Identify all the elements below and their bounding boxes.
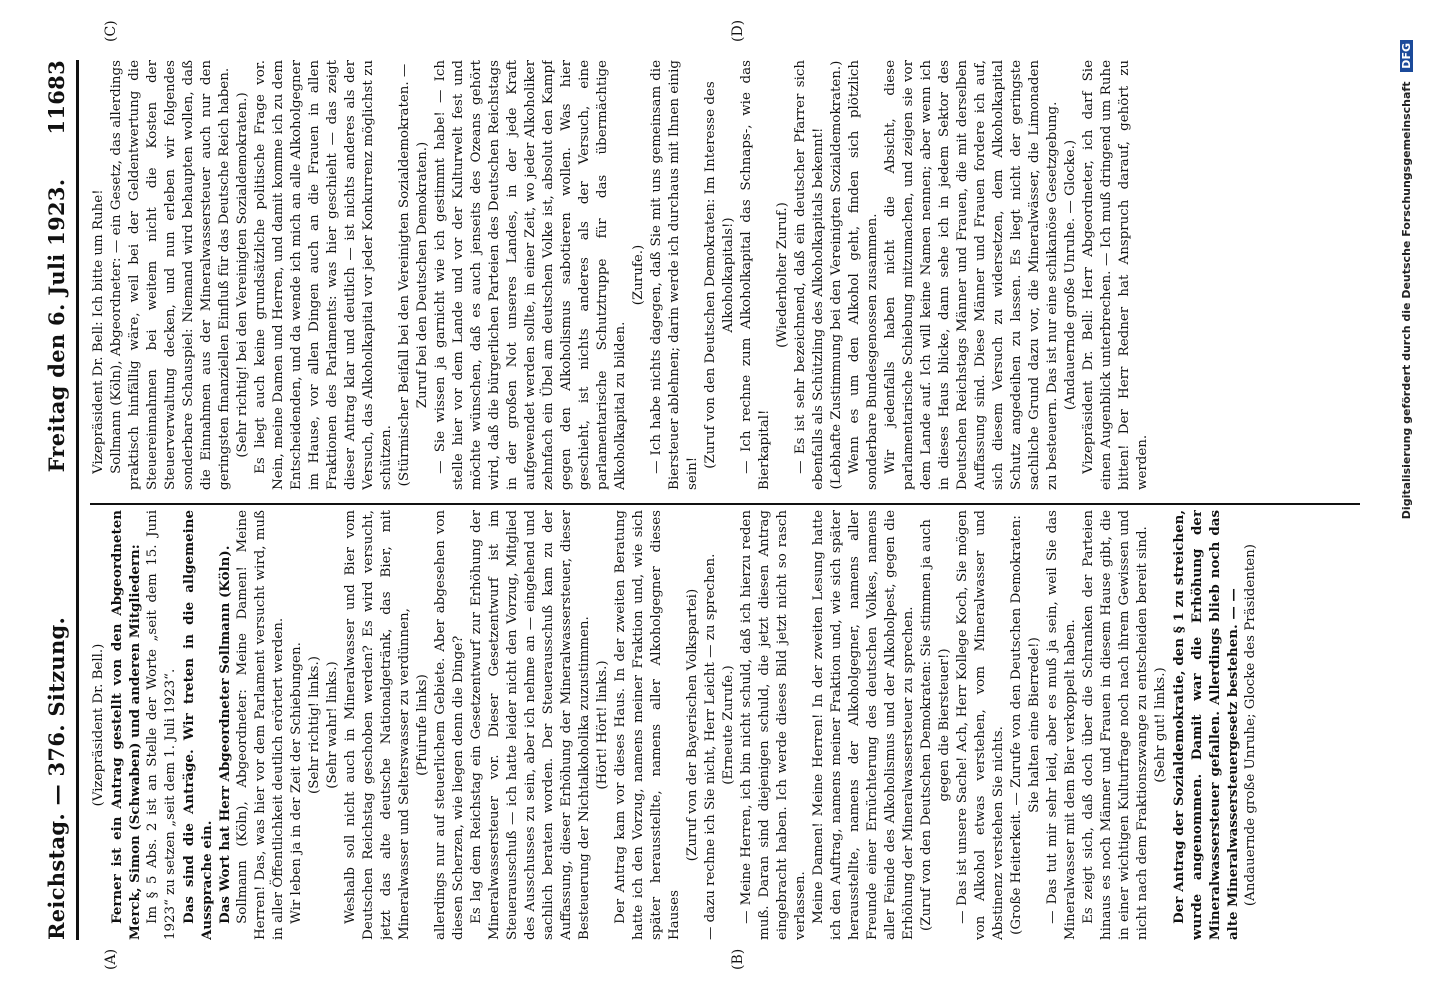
digitization-credit <box>1400 40 1413 960</box>
interjection: (Wiederholter Zuruf.) <box>775 202 790 348</box>
paragraph: — dazu rechne ich Sie nicht, Herr Leicht — zu sprechen. <box>703 553 718 940</box>
paragraph: Es liegt auch keine grundsätzliche politische Frage vor. Nein, meine Damen und Herren, und damit komme ich zu dem Entscheidenden, und da wende ich mich an alle Alkoholgegner im Hause, vor allen Dingen auch an die Frauen in allen Fraktionen des Parlaments: was hier geschieht — das zeigt dieser Antrag klar und deutlich — ist nichts anderes als der Versuch, das Alkoholkapital vor jeder Konkurrenz möglichst zu schützen. <box>253 60 394 490</box>
interjection: (Große Heiterkeit. — Zurufe von den Deutschen Demokraten: Sie halten eine Bierrede!) <box>1009 515 1042 935</box>
column-divider <box>90 503 1360 505</box>
paragraph: Das sind die Anträge. Wir treten in die allgemeine Aussprache ein. <box>181 510 215 940</box>
paragraph: — Das ist unsere Sache! Ach, Herr Kollege Koch, Sie mögen von Alkohol etwas verstehen, vom Mineralwasser und Abstinenz verstehen Sie nichts. <box>955 510 1006 940</box>
dfg-logo: DFG <box>1400 40 1413 72</box>
paragraph: — Es ist sehr bezeichnend, daß ein deutscher Pfarrer sich ebenfalls als Schützling des Alkoholkapitals bekennt! <box>793 60 826 490</box>
paragraph: Vizepräsident Dr. Bell: Ich bitte um Ruhe! <box>91 189 106 474</box>
interjection: (Andauernde große Unruhe. — Glocke.) <box>1063 139 1078 411</box>
paragraph: Es lag dem Reichstag ein Gesetzentwurf zur Erhöhung der Mineralwassersteuer vor. Dieser Gesetzentwurf ist im Steuerausschuß — ich hatte leider nicht den Vorzug, Mitglied des Ausschusses zu sein, aber ich nehme an — eingehend und sachlich beraten worden. Der Steuerausschuß kam zu der Auffassung, dieser Erhöhung der Mineralwassersteuer, dieser Besteuerung der Nichtalkoholika zuzustimmen. <box>469 510 592 940</box>
paragraph: Sollmann (Köln), Abgeordneter: Meine Damen! Meine Herren! Das, was hier vor dem Parlament versucht wird, muß in aller Öffentlichkeit deutlich erörtert werden. <box>235 510 286 940</box>
paragraph: — Meine Herren, ich bin nicht schuld, daß ich hierzu reden muß. Daran sind diejenigen schuld, die jetzt diesen Antrag eingebracht haben. Ich werde dieses Bild jetzt nicht so rasch verlassen. <box>739 510 808 940</box>
paragraph: Vizepräsident Dr. Bell: Herr Abgeordneter, ich darf Sie einen Augenblick unterbrechen. — Ich muß dringend um Ruhe bitten! Der Herr Redner hat Anspruch darauf, gehört zu werden. <box>1081 60 1150 490</box>
paragraph: Wir leben ja in der Zeit der Schiebungen. <box>289 642 304 924</box>
margin-marker-b: (B) <box>730 948 746 970</box>
page-header <box>36 60 79 940</box>
paragraph: — Ich habe nichts dagegen, daß Sie mit uns gemeinsam die Biersteuer ablehnen; darin werde ich durchaus mit Ihnen einig sein! <box>649 60 700 490</box>
paragraph: Der Antrag der Sozialdemokratie, den § 1 zu streichen, wurde angenommen. Damit war die Erhöhung der Mineralwassersteuer gefallen. Allerdings blieb noch das alte Mineralwassersteuergesetz bestehen. — — <box>1171 510 1241 940</box>
paragraph: Wenn es um den Alkohol geht, finden sich plötzlich sonderbare Bundesgenossen zusammen. <box>847 60 880 490</box>
paragraph: Das Wort hat Herr Abgeordneter Sollmann (Köln). <box>217 545 233 924</box>
paragraph: Sollmann (Köln), Abgeordneter: — ein Gesetz, das allerdings praktisch hinfällig wäre, weil bei der Geldentwertung die Steuereinnahmen bei weitem nicht die Kosten der Steuerverwaltung decken, und nun erleben wir folgendes sonderbare Schauspiel: Niemand wird behaupten wollen, daß die Einnahmen aus der Mineralwassersteuer auch nur den geringsten finanziellen Einfluß für das Deutsche Reich haben. <box>109 60 232 490</box>
credit-text: Digitalisierung gefördert durch die Deutsche Forschungsgemeinschaft <box>1400 81 1413 520</box>
header-date: Freitag den 6. Juli 1923. <box>43 178 69 473</box>
margin-marker-a: (A) <box>103 948 119 970</box>
paragraph: Weshalb soll nicht auch in Mineralwasser und Bier vom Deutschen Reichstag geschoben werden? Es wird versucht, jetzt das alte deutsche Nationalgetränk, das Bier, mit Mineralwasser und Selterswasser zu verdünnen, <box>343 510 412 940</box>
interjection: (Sehr gut! links.) <box>1153 667 1168 783</box>
interjection: (Sehr wahr! links.) <box>325 661 340 789</box>
interjection: (Pfuirufe links) <box>415 674 430 776</box>
interjection: (Erneute Zurufe.) <box>721 665 736 785</box>
paragraph: Der Antrag kam vor dieses Haus. In der zweiten Beratung hatte ich den Vorzug, namens meiner Fraktion und, wie sich später herausstellte, namens aller Alkoholgegner dieses Hauses <box>613 510 682 940</box>
paragraph: Meine Damen! Meine Herren! In der zweiten Lesung hatte ich den Auftrag, namens meiner Fraktion und, wie sich später herausstellte, namens der Alkoholgegner, namens aller Freunde einer Ernüchterung des deutschen Volkes, namens aller Feinde des Alkoholismus und der Alkoholpest, gegen die Erhöhung der Mineralwassersteuer zu sprechen. <box>811 510 916 940</box>
margin-marker-c: (C) <box>103 20 119 42</box>
interjection: (Hört! Hört! links.) <box>595 660 610 790</box>
interjection: (Stürmischer Beifall bei den Vereinigten Sozialdemokraten. — Zuruf bei den Deutschen Demokraten.) <box>397 63 430 487</box>
interjection: (Zurufe.) <box>631 244 646 306</box>
right-column <box>90 60 1360 490</box>
interjection: (Zuruf von den Deutschen Demokraten: Im Interesse des Alkoholkapitals!) <box>703 81 736 469</box>
interjection: (Lebhafte Zustimmung bei den Vereinigten Sozialdemokraten.) <box>829 60 844 490</box>
interjection: (Zuruf von der Bayerischen Volkspartei) <box>685 588 700 862</box>
paragraph: — Das tut mir sehr leid, aber es muß ja sein, weil Sie das Mineralwasser mit dem Bier verkoppelt haben. <box>1045 510 1078 940</box>
header-session: Reichstag. — 376. Sitzung. <box>43 616 69 940</box>
interjection: (Andauernde große Unruhe; Glocke des Präsidenten) <box>1243 543 1258 907</box>
paragraph: Im § 5 Abs. 2 ist an Stelle der Worte „seit dem 15. Juni 1923“ zu setzen „seit dem 1. Juli 1923“. <box>145 510 178 940</box>
interjection: (Zuruf von den Deutschen Demokraten: Sie stimmen ja auch gegen die Biersteuer!) <box>919 519 952 931</box>
interjection: (Sehr richtig! bei den Vereinigten Sozialdemokraten.) <box>235 92 250 458</box>
paragraph: allerdings nur auf steuerlichem Gebiete. Aber abgesehen von diesen Scherzen, wie liegen denn die Dinge? <box>433 510 466 940</box>
paragraph: (Vizepräsident Dr. Bell.) <box>91 643 106 807</box>
paragraph: — Sie wissen ja garnicht wie ich gestimmt habe! — Ich stelle hier vor dem Lande und vor der Kulturwelt fest und möchte wünschen, daß es auch jenseits des Ozeans gehört wird, daß die bürgerlichen Parteien des Deutschen Reichstags in der großen Not unseres Landes, in der jede Kraft aufgewendet werden sollte, in einer Zeit, wo jeder Alkoholiker zehnfach ein Übel am deutschen Volke ist, absolut den Kampf gegen den Alkoholismus sabotieren wollen. Was hier geschieht, ist nichts anderes als der Versuch, eine parlamentarische Schutztruppe für das übermächtige Alkoholkapital zu bilden. <box>433 60 628 490</box>
paragraph: Ferner ist ein Antrag gestellt von den Abgeordneten Merck, Simon (Schwaben) und anderen Mitgliedern: <box>109 510 143 940</box>
left-column <box>90 510 1360 940</box>
header-right <box>44 60 69 472</box>
paragraph: Wir jedenfalls haben nicht die Absicht, diese parlamentarische Schiebung mitzumachen, und zeigen sie vor dem Lande auf. Ich will keine Namen nennen; aber wenn ich in dieses Haus blicke, dann sehe ich in jedem Sektor des Deutschen Reichstags Männer und Frauen, die mit derselben Auffassung sind. Diese Männer und Frauen fordere ich auf, sich diesem Versuch zu widersetzen, dem Alkoholkapital Schutz angedeihen zu lassen. Es liegt nicht der geringste sachliche Grund dazu vor, die Mineralwässer, die Limonaden zu besteuern. Das ist nur eine schikanöse Gesetzgebung. <box>883 60 1060 490</box>
interjection: (Sehr richtig! links.) <box>307 656 322 794</box>
page-number: 11683 <box>43 60 69 135</box>
paragraph: Es zeigt sich, daß doch über die Schranken der Parteien hinaus es noch Männer und Frauen in diesem Hause gibt, die in einer wichtigen Kulturfrage noch nach ihrem Gewissen und nicht nach dem Fraktionszwange zu entscheiden bereit sind. <box>1081 510 1150 940</box>
paragraph: — Ich rechne zum Alkoholkapital das Schnaps-, wie das Bierkapital! <box>739 60 772 490</box>
margin-marker-d: (D) <box>730 19 746 42</box>
